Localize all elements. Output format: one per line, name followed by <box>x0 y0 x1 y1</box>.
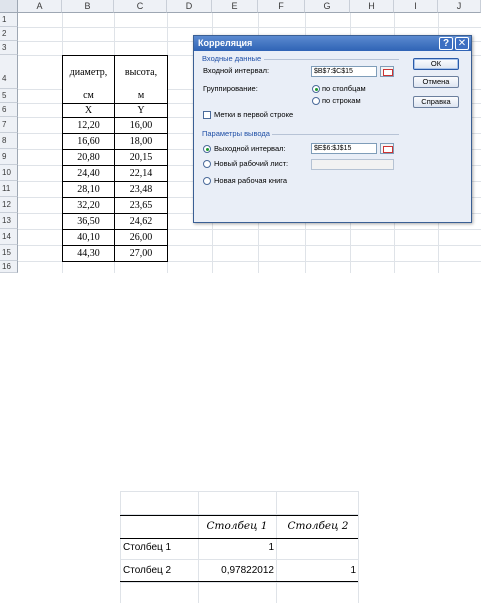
column-header-f[interactable]: F <box>258 0 305 13</box>
row-header-14[interactable]: 14 <box>0 229 18 245</box>
section-divider <box>264 59 399 60</box>
new-sheet-field[interactable] <box>311 159 394 170</box>
cell-b5[interactable]: см <box>62 89 115 104</box>
gridline <box>120 582 358 583</box>
new-book-label[interactable]: Новая рабочая книга <box>214 176 288 185</box>
dialog-title-bar[interactable] <box>194 36 471 51</box>
cell-c11[interactable]: 23,48 <box>114 181 168 198</box>
row-header-2[interactable]: 2 <box>0 27 18 41</box>
row-header-8[interactable]: 8 <box>0 133 18 149</box>
gridline <box>276 491 277 603</box>
row-header-3[interactable]: 3 <box>0 41 18 55</box>
column-header-e[interactable]: E <box>212 0 258 13</box>
ok-button[interactable]: ОК <box>413 58 459 70</box>
cancel-button[interactable]: Отмена <box>413 76 459 88</box>
column-header-g[interactable]: G <box>305 0 350 13</box>
table-bottom-rule <box>120 581 358 582</box>
result-cell: 1 <box>268 542 274 553</box>
column-header-a[interactable]: A <box>18 0 62 13</box>
cell-b13[interactable]: 36,50 <box>62 213 115 230</box>
column-header-b[interactable]: B <box>62 0 114 13</box>
labels-first-row-checkbox[interactable] <box>203 111 211 119</box>
cell-c5[interactable]: м <box>114 89 168 104</box>
row-header-13[interactable]: 13 <box>0 213 18 229</box>
cell-b4[interactable]: диаметр, <box>62 55 115 90</box>
cell-c13[interactable]: 24,62 <box>114 213 168 230</box>
by-rows-radio[interactable] <box>312 97 320 105</box>
input-range-field[interactable]: $B$7:$C$15 <box>311 66 377 77</box>
cell-c14[interactable]: 26,00 <box>114 229 168 246</box>
cell-b14[interactable]: 40,10 <box>62 229 115 246</box>
new-sheet-radio[interactable] <box>203 160 211 168</box>
column-header-j[interactable]: J <box>438 0 481 13</box>
cell-c9[interactable]: 20,15 <box>114 149 168 166</box>
gridline <box>120 491 121 603</box>
row-label: Столбец 1 <box>123 542 172 553</box>
row-header-4[interactable]: 4 <box>0 55 18 89</box>
cell-c7[interactable]: 16,00 <box>114 117 168 134</box>
row-header-10[interactable]: 10 <box>0 165 18 181</box>
result-cell: 1 <box>350 565 356 576</box>
cell-b12[interactable]: 32,20 <box>62 197 115 214</box>
row-label: Столбец 2 <box>123 565 172 576</box>
dialog-title: Корреляция <box>198 38 253 48</box>
section-divider <box>272 134 399 135</box>
output-range-field[interactable]: $E$6:$J$15 <box>311 143 377 154</box>
output-range-radio[interactable] <box>203 145 211 153</box>
gridline <box>120 491 358 492</box>
row-header-12[interactable]: 12 <box>0 197 18 213</box>
column-header-h[interactable]: H <box>350 0 394 13</box>
row-header-11[interactable]: 11 <box>0 181 18 197</box>
correlation-dialog <box>193 35 472 223</box>
cell-c10[interactable]: 22,14 <box>114 165 168 182</box>
row-header-6[interactable]: 6 <box>0 103 18 117</box>
help-button[interactable]: Справка <box>413 96 459 108</box>
column-header-i[interactable]: I <box>394 0 438 13</box>
column-header-d[interactable]: D <box>167 0 212 13</box>
column-header-c[interactable]: C <box>114 0 167 13</box>
result-cell: 0,97822012 <box>221 565 274 576</box>
cell-b15[interactable]: 44,30 <box>62 245 115 262</box>
by-rows-label[interactable]: по строкам <box>322 96 361 105</box>
row-header-7[interactable]: 7 <box>0 117 18 133</box>
new-book-radio[interactable] <box>203 177 211 185</box>
grouping-label: Группирование: <box>203 84 258 93</box>
cell-b10[interactable]: 24,40 <box>62 165 115 182</box>
header-rule <box>120 538 358 539</box>
input-section-label: Входные данные <box>202 54 262 63</box>
cell-b9[interactable]: 20,80 <box>62 149 115 166</box>
gridline <box>120 559 358 560</box>
cell-c6[interactable]: Y <box>114 103 168 118</box>
row-header-5[interactable]: 5 <box>0 89 18 103</box>
cell-c4[interactable]: высота, <box>114 55 168 90</box>
gridline <box>358 491 359 603</box>
cell-c12[interactable]: 23,65 <box>114 197 168 214</box>
gridline <box>18 27 481 28</box>
output-range-label[interactable]: Выходной интервал: <box>214 144 286 153</box>
labels-first-row-label[interactable]: Метки в первой строке <box>214 110 294 119</box>
column-header: Столбец 1 <box>206 520 268 532</box>
table-top-rule <box>120 515 358 516</box>
help-icon[interactable]: ? <box>439 37 453 50</box>
range-picker-icon[interactable] <box>380 143 394 154</box>
range-picker-icon[interactable] <box>380 66 394 77</box>
row-header-15[interactable]: 15 <box>0 245 18 261</box>
by-columns-radio[interactable] <box>312 85 320 93</box>
cell-b11[interactable]: 28,10 <box>62 181 115 198</box>
select-all-corner[interactable] <box>0 0 18 13</box>
by-columns-label[interactable]: по столбцам <box>322 84 366 93</box>
new-sheet-label[interactable]: Новый рабочий лист: <box>214 159 289 168</box>
input-range-label: Входной интервал: <box>203 66 270 75</box>
gridline <box>198 491 199 603</box>
row-header-1[interactable]: 1 <box>0 13 18 27</box>
cell-c15[interactable]: 27,00 <box>114 245 168 262</box>
cell-b7[interactable]: 12,20 <box>62 117 115 134</box>
close-icon[interactable]: ✕ <box>455 37 469 50</box>
row-header-9[interactable]: 9 <box>0 149 18 165</box>
cell-b8[interactable]: 16,60 <box>62 133 115 150</box>
output-section-label: Параметры вывода <box>202 129 270 138</box>
cell-b6[interactable]: X <box>62 103 115 118</box>
column-header: Столбец 2 <box>287 520 349 532</box>
row-header-16[interactable]: 16 <box>0 261 18 273</box>
cell-c8[interactable]: 18,00 <box>114 133 168 150</box>
